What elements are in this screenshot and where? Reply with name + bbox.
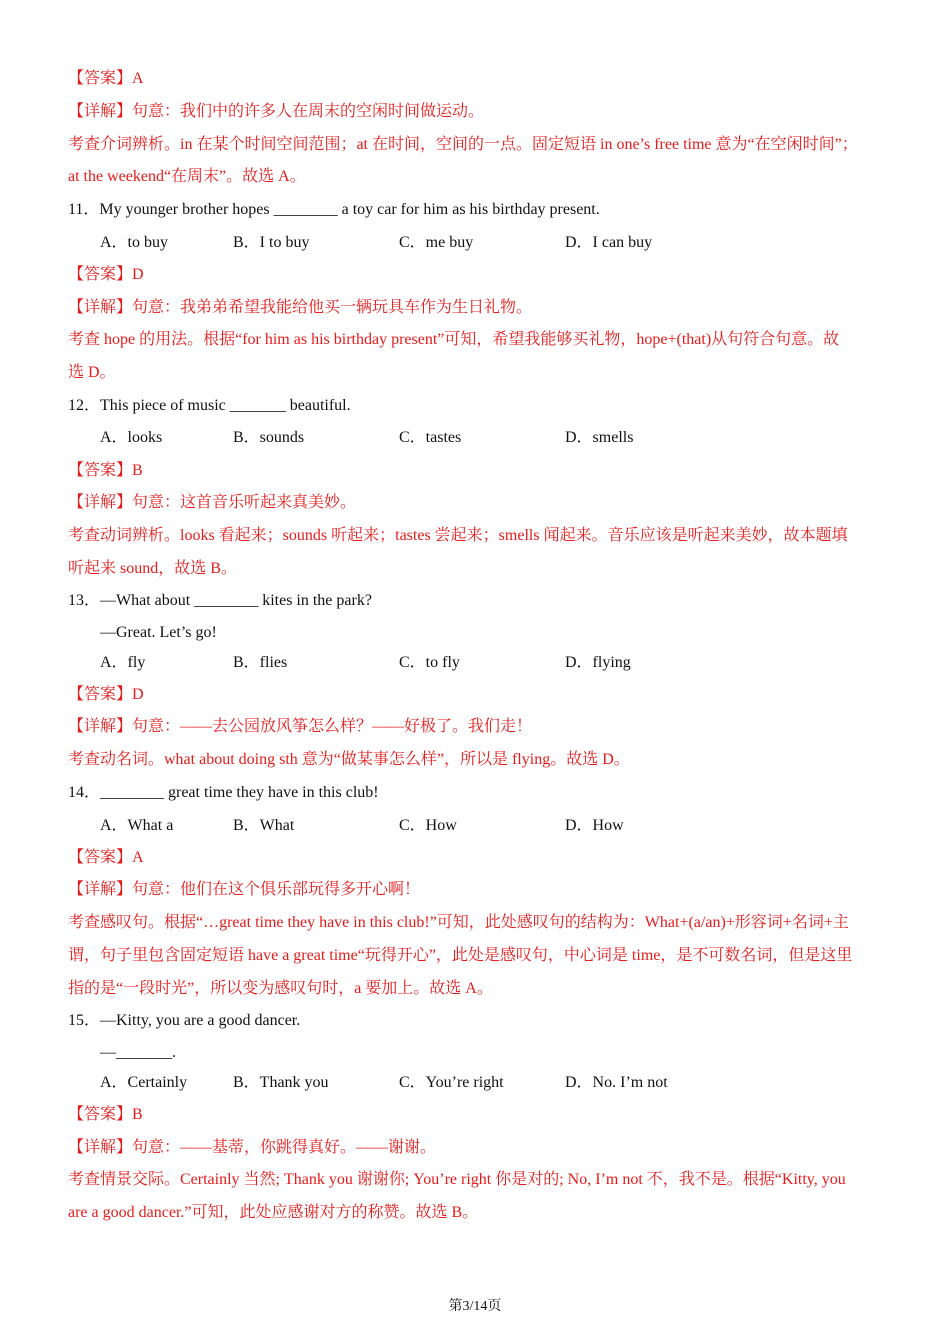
q11-detail: 【详解】句意：我弟弟希望我能给他买一辆玩具车作为生日礼物。 xyxy=(68,299,533,316)
q12-option-c: C．tastes xyxy=(399,429,462,446)
q13-answer: 【答案】D xyxy=(68,686,144,703)
q14-option-a: A．What a xyxy=(100,817,174,834)
q11-explain-2: 选 D。 xyxy=(68,364,116,381)
q13-option-c: C．to fly xyxy=(399,654,460,671)
q15-reply: —_______. xyxy=(100,1044,176,1061)
q15-option-c: C．You’re right xyxy=(399,1074,504,1091)
q12-option-a: A．looks xyxy=(100,429,163,446)
q11-explain-1: 考查 hope 的用法。根据“for him as his birthday present”可知，希望我能够买礼物，hope+(that)从句符合句意。故 xyxy=(68,331,840,348)
q12-detail: 【详解】句意：这首音乐听起来真美妙。 xyxy=(68,494,357,511)
q14-option-b: B．What xyxy=(233,817,295,834)
q15-options xyxy=(0,1072,950,1094)
page-number: 第3/14页 xyxy=(448,1299,502,1314)
q10-answer: 【答案】A xyxy=(68,70,144,87)
q11-option-b: B．I to buy xyxy=(233,234,310,251)
q12-explain-1: 考查动词辨析。looks 看起来；sounds 听起来；tastes 尝起来；smells 闻起来。音乐应该是听起来美妙，故本题填 xyxy=(68,527,848,544)
q10-explain-2: at the weekend“在周末”。故选 A。 xyxy=(68,168,306,185)
q14-option-c: C．How xyxy=(399,817,457,834)
q11-options xyxy=(0,232,950,254)
q14-answer: 【答案】A xyxy=(68,849,144,866)
q15-option-a: A．Certainly xyxy=(100,1074,188,1091)
q15-answer: 【答案】B xyxy=(68,1106,143,1123)
q14-explain-1: 考查感叹句。根据“…great time they have in this club!”可知，此处感叹句的结构为：What+(a/an)+形容词+名词+主 xyxy=(68,914,849,931)
q11-answer: 【答案】D xyxy=(68,266,144,283)
q13-option-b: B．flies xyxy=(233,654,288,671)
q11-stem: 11．My younger brother hopes ________ a toy car for him as his birthday present. xyxy=(68,201,600,218)
q10-explain-1: 考查介词辨析。in 在某个时间空间范围；at 在时间，空间的一点。固定短语 in one’s free time 意为“在空闲时间”； xyxy=(68,136,858,153)
q14-explain-2: 谓，句子里包含固定短语 have a great time“玩得开心”，此处是感叹句，中心词是 time，是不可数名词，但是这里 xyxy=(68,947,853,964)
q11-option-a: A．to buy xyxy=(100,234,169,251)
q14-stem: 14．________ great time they have in this club! xyxy=(68,784,379,801)
q14-detail: 【详解】句意：他们在这个俱乐部玩得多开心啊！ xyxy=(68,881,421,898)
q12-explain-2: 听起来 sound，故选 B。 xyxy=(68,560,237,577)
q10-detail: 【详解】句意：我们中的许多人在周末的空闲时间做运动。 xyxy=(68,103,485,120)
q15-stem: 15．—Kitty, you are a good dancer. xyxy=(68,1012,301,1029)
q13-detail: 【详解】句意：——去公园放风筝怎么样？——好极了。我们走！ xyxy=(68,718,533,735)
q13-option-a: A．fly xyxy=(100,654,146,671)
q15-option-b: B．Thank you xyxy=(233,1074,329,1091)
q14-option-d: D．How xyxy=(565,817,624,834)
q13-explain-1: 考查动名词。what about doing sth 意为“做某事怎么样”，所以是 flying。故选 D。 xyxy=(68,751,630,768)
q13-stem: 13．—What about ________ kites in the park? xyxy=(68,592,372,609)
q13-reply: —Great. Let’s go! xyxy=(100,624,217,641)
q12-option-d: D．smells xyxy=(565,429,634,446)
q12-stem: 12．This piece of music _______ beautiful. xyxy=(68,397,351,414)
q11-option-d: D．I can buy xyxy=(565,234,653,251)
q15-option-d: D．No. I’m not xyxy=(565,1074,668,1091)
q12-answer: 【答案】B xyxy=(68,462,143,479)
q15-explain-1: 考查情景交际。Certainly 当然; Thank you 谢谢你; You’re right 你是对的; No, I’m not 不，我不是。根据“Kitty, you xyxy=(68,1171,846,1188)
q14-explain-3: 指的是“一段时光”，所以变为感叹句时，a 要加上。故选 A。 xyxy=(68,980,493,997)
q15-explain-2: are a good dancer.”可知，此处应感谢对方的称赞。故选 B。 xyxy=(68,1204,479,1221)
q11-option-c: C．me buy xyxy=(399,234,474,251)
q14-options xyxy=(0,815,950,837)
q13-options xyxy=(0,652,950,674)
q12-option-b: B．sounds xyxy=(233,429,305,446)
q13-option-d: D．flying xyxy=(565,654,631,671)
q12-options xyxy=(0,427,950,449)
q15-detail: 【详解】句意：——基蒂，你跳得真好。——谢谢。 xyxy=(68,1139,437,1156)
